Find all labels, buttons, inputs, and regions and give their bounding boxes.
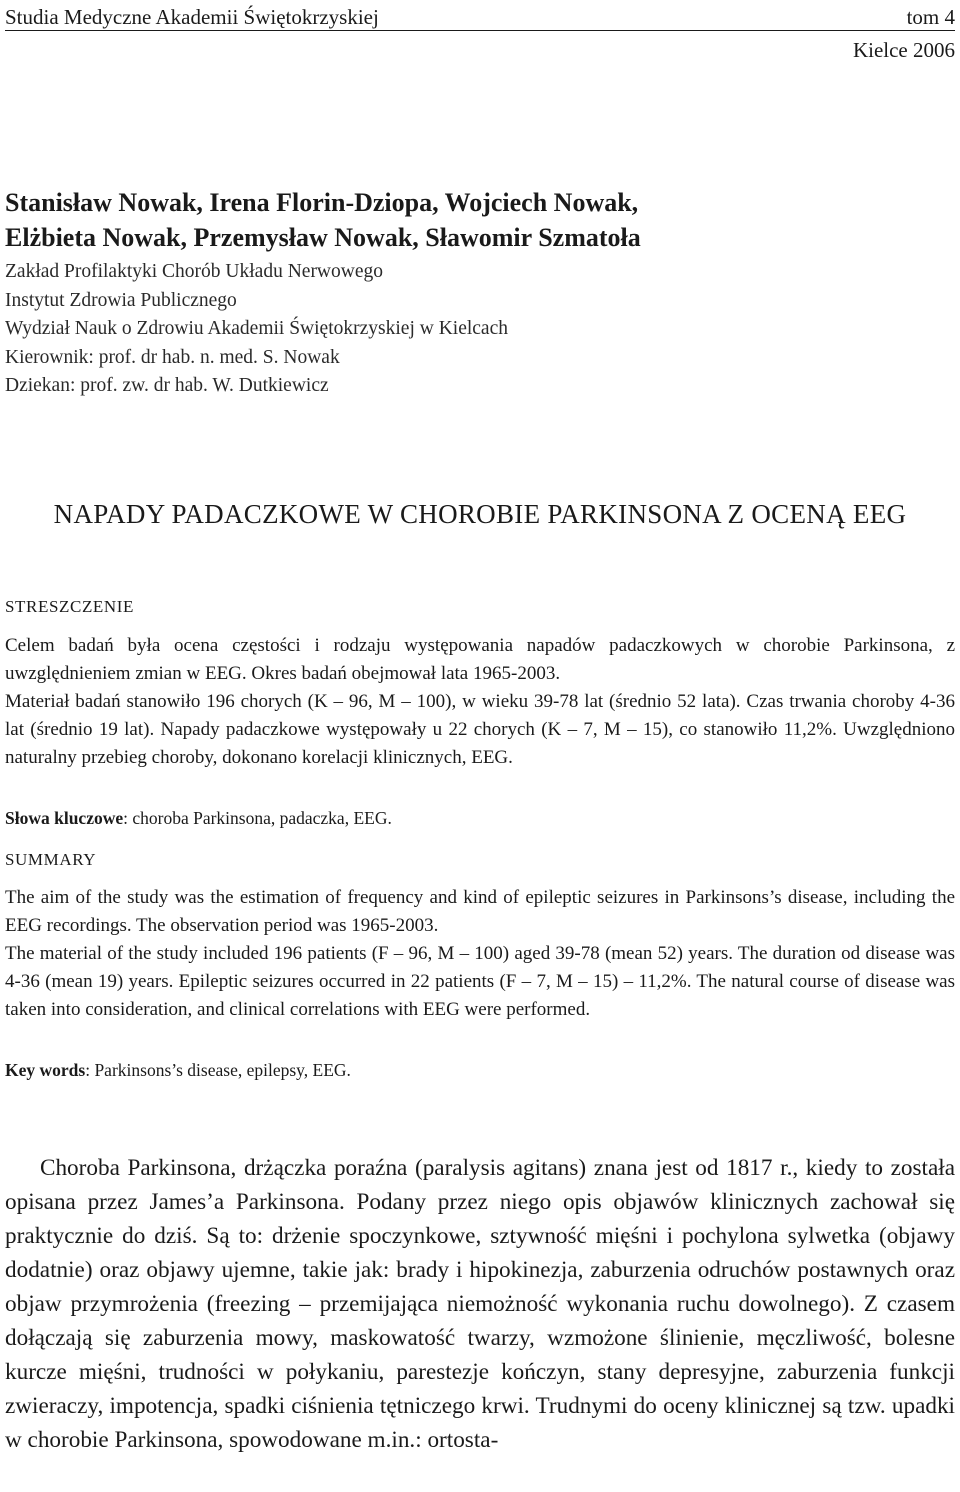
abstract-paragraph: The aim of the study was the estimation of frequency and kind of epileptic seizures in Parkinsons’s disease, including the EEG recordings. The observation period was 1965-2003.: [5, 887, 955, 936]
author-line: Elżbieta Nowak, Przemysław Nowak, Sławomir Szmatoła: [5, 223, 641, 252]
abstract-paragraph: The material of the study included 196 patients (F – 96, M – 100) aged 39-78 (mean 52) years. The duration od disease was 4-36 (mean 19) years. Epileptic seizures occurred in 22 patients (F – 7, M – 15) – 11,2%. The natural course of disease was taken into consideration, and clinical correlations with EEG were performed.: [5, 943, 955, 1020]
keywords-label: Key words: [5, 1060, 86, 1080]
streszczenie-body: [5, 632, 955, 772]
keywords-text: : Parkinsons’s disease, epilepsy, EEG.: [85, 1060, 351, 1080]
summary-heading: SUMMARY: [5, 850, 97, 869]
journal-name: Studia Medyczne Akademii Świętokrzyskiej: [5, 5, 379, 29]
affiliation-line: Wydział Nauk o Zdrowiu Akademii Świętokrzyskiej w Kielcach: [5, 318, 508, 339]
article-title: NAPADY PADACZKOWE W CHOROBIE PARKINSONA Z OCENĄ EEG: [53, 499, 907, 529]
keywords-label: Słowa kluczowe: [5, 808, 124, 828]
body-paragraph: Choroba Parkinsona, drżączka poraźna (paralysis agitans) znana jest od 1817 r., kiedy to została opisana przez James’a Parkinsona. Podany przez niego opis objawów klinicznych zachował się praktycznie do dziś. Są to: drżenie spoczynkowe, sztywność mięśni i pochylona sylwetka (objawy dodatnie) oraz objawy ujemne, takie jak: brady i hipokinezja, zaburzenia odruchów postawnych oraz objaw przymrożenia (freezing – przemijająca niemożność wykonania ruchu dowolnego). Z czasem dołączają się zaburzenia mowy, maskowatość twarzy, wzmożone ślinienie, męczliwość, bolesne kurcze mięśni, trudności w połykaniu, parestezje kończyn, stany depresyjne, zaburzenia funkcji zwieraczy, impotencja, spadki ciśnienia tętniczego krwi. Trudnymi do oceny klinicznej są tzw. upadki w chorobie Parkinsona, spowodowane m.in.: ortosta-: [5, 1155, 955, 1453]
running-head: [5, 2, 955, 32]
place-year: Kielce 2006: [852, 38, 955, 62]
affiliation-line: Instytut Zdrowia Publicznego: [5, 289, 237, 311]
header-rule: [5, 30, 955, 31]
summary-body: [5, 884, 955, 1024]
author-list: [5, 185, 955, 255]
affiliation-line: Zakład Profilaktyki Chorób Układu Nerwowego: [5, 261, 384, 282]
volume-number: tom 4: [906, 5, 955, 29]
streszczenie-heading: STRESZCZENIE: [5, 597, 135, 616]
abstract-paragraph: Materiał badań stanowiło 196 chorych (K – 96, M – 100), w wieku 39-78 lat (średnio 52 lata). Czas trwania choroby 4-36 lat (średnio 19 lat). Napady padaczkowe występowały u 22 chorych (K – 7, M – 15), co stanowiło 11,2%. Uwzględniono naturalny przebieg choroby, dokonano korelacji klinicznych, EEG.: [5, 691, 955, 768]
abstract-paragraph: Celem badań była ocena częstości i rodzaju występowania napadów padaczkowych w chorobie Parkinsona, z uwzględnieniem zmian w EEG. Okres badań obejmował lata 1965-2003.: [5, 635, 955, 684]
author-line: Stanisław Nowak, Irena Florin-Dziopa, Wojciech Nowak,: [5, 188, 639, 217]
keywords-text: : choroba Parkinsona, padaczka, EEG.: [123, 808, 392, 828]
affiliation-line: Kierownik: prof. dr hab. n. med. S. Nowak: [5, 346, 340, 368]
streszczenie-keywords: [5, 808, 955, 829]
affiliation-block: [5, 258, 955, 401]
affiliation-line: Dziekan: prof. zw. dr hab. W. Dutkiewicz: [5, 375, 329, 396]
summary-keywords: [5, 1060, 955, 1081]
body-text: [5, 1151, 955, 1457]
